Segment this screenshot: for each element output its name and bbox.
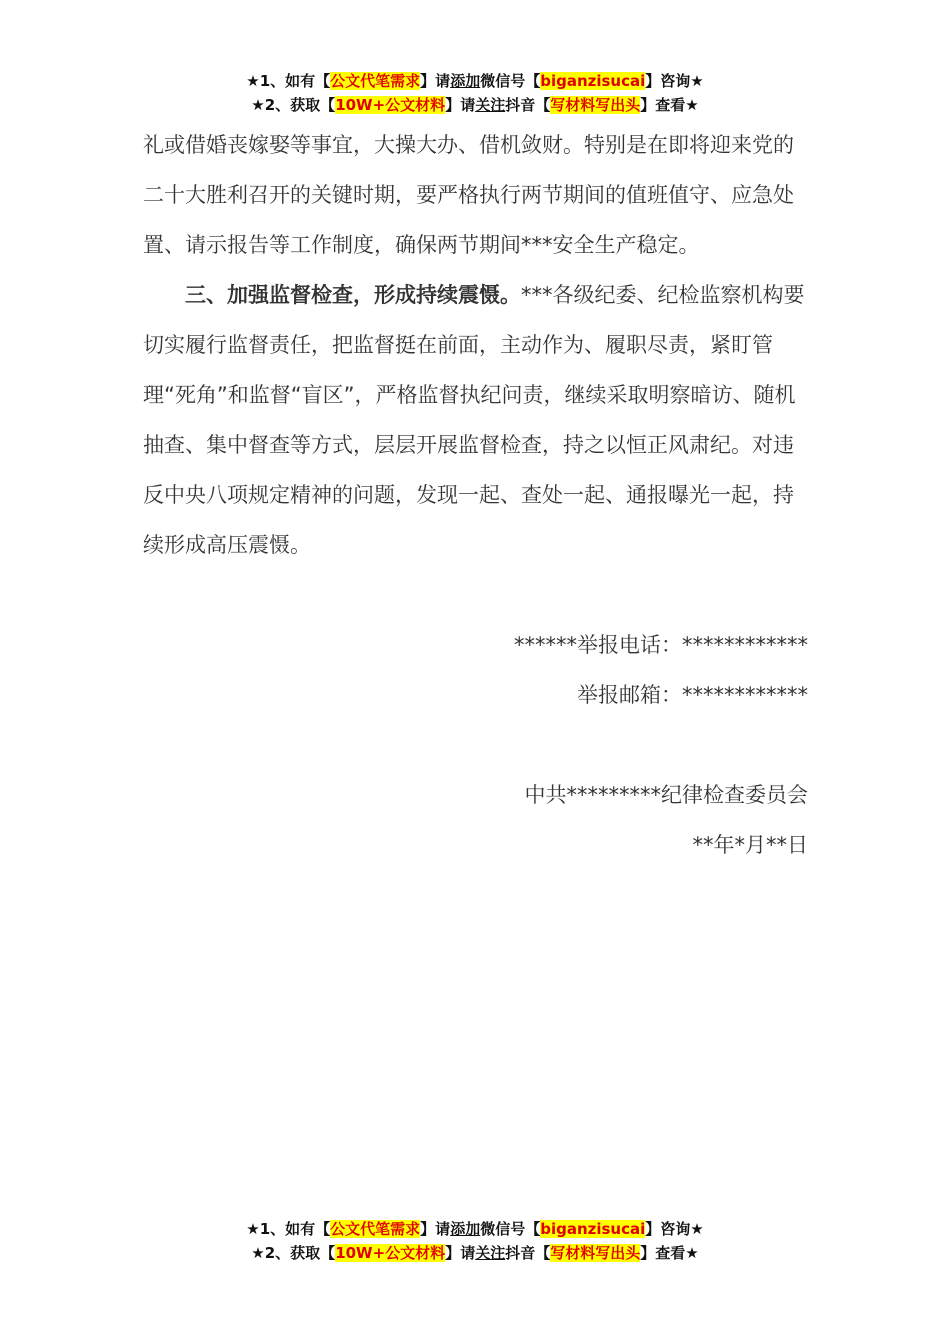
header-banner (0, 69, 950, 117)
paragraph-1: 礼或借婚丧嫁娶等事宜，大操大办、借机敛财。特别是在即将迎来党的二十大胜利召开的关键时期，要严格执行两节期间的值班值守、应急处置、请示报告等工作制度，确保两节期间***安全生产稳定。 (143, 133, 794, 257)
highlight-text: 10W+公文材料 (335, 1244, 446, 1262)
highlight-text: biganzisucai (540, 72, 646, 90)
banner-line-1: ★1、如有【公文代笔需求】请添加微信号【biganzisucai】咨询★ (246, 1220, 704, 1238)
issuing-organization: 中共*********纪律检查委员会 (524, 783, 808, 807)
banner-line-2: ★2、获取【10W+公文材料】请关注抖音【写材料写出头】查看★ (251, 96, 699, 114)
highlight-text: 公文代笔需求 (330, 72, 421, 90)
report-phone: ******举报电话：************ (514, 633, 808, 657)
footer-banner (0, 1217, 950, 1265)
section-heading: 三、加强监督检查，形成持续震慑。 (185, 283, 521, 307)
banner-line-2: ★2、获取【10W+公文材料】请关注抖音【写材料写出头】查看★ (251, 1244, 699, 1262)
highlight-text: biganzisucai (540, 1220, 646, 1238)
paragraph-2: 三、加强监督检查，形成持续震慑。***各级纪委、纪检监察机构要切实履行监督责任，把监督挺在前面，主动作为、履职尽责，紧盯管理“死角”和监督“盲区”，严格监督执纪问责，继续采取明察暗访、随机抽查、集中督查等方式，层层开展监督检查，持之以恒正风肃纪。对违反中央八项规定精神的问题，发现一起、查处一起、通报曝光一起，持续形成高压震慑。 (143, 283, 805, 557)
banner-line-1: ★1、如有【公文代笔需求】请添加微信号【biganzisucai】咨询★ (246, 72, 704, 90)
document-body (143, 120, 808, 870)
report-email: 举报邮箱：************ (577, 683, 808, 707)
highlight-text: 写材料写出头 (550, 96, 641, 114)
issue-date: **年*月**日 (692, 833, 808, 857)
highlight-text: 10W+公文材料 (335, 96, 446, 114)
highlight-text: 公文代笔需求 (330, 1220, 421, 1238)
highlight-text: 写材料写出头 (550, 1244, 641, 1262)
